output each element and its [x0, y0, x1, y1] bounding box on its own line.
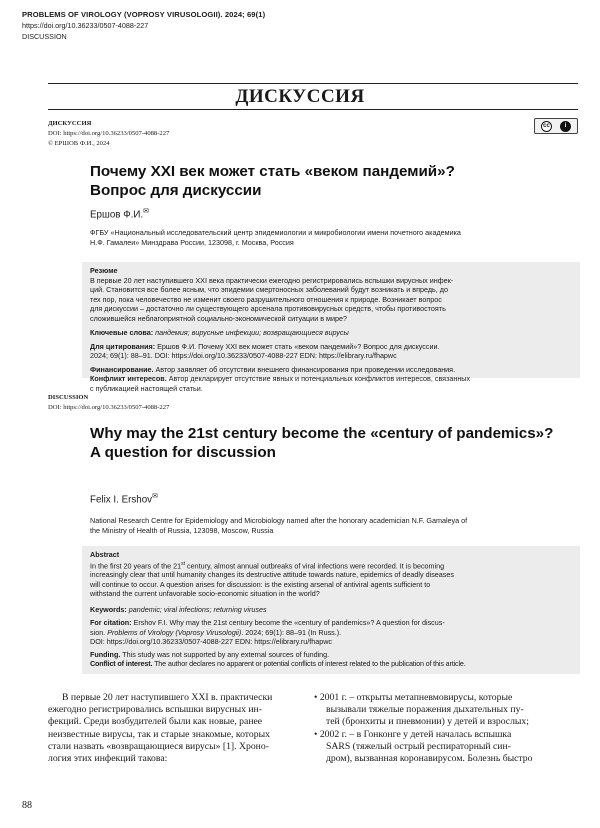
body-line: вызывали тяжелые поражения дыхательных пу- — [326, 704, 524, 716]
en-article-title — [90, 424, 570, 462]
ru-author — [90, 207, 149, 220]
header-section: DISCUSSION — [22, 32, 67, 41]
en-abstract-line: In the first 20 years of the 21st century, almost annual outbreaks of viral infections were recorded. It is becoming — [90, 560, 445, 570]
body-line: SARS (тяжелый острый респираторный син- — [326, 740, 511, 752]
ru-affiliation — [90, 228, 560, 247]
en-affil-line: the Ministry of Health of Russia, 123098, Moscow, Russia — [90, 525, 274, 535]
en-citation-line: DOI: https://doi.org/10.36233/0507-4088-227 EDN: https://elibrary.ru/fhapwc — [90, 637, 332, 647]
body-left-column — [48, 692, 298, 765]
rule-bottom — [48, 109, 578, 110]
body-right-column — [314, 692, 580, 765]
en-author — [90, 492, 158, 505]
en-citation-line: sion. Problems of Virology (Voprosy Virusologii). 2024; 69(1): 88–91 (In Russ.). — [90, 627, 342, 637]
ru-title-line2: Вопрос для дискуссии — [90, 182, 262, 199]
ru-abstract-line: В первые 20 лет наступившего XXI века практически ежегодно регистрировались вспышки вирусных инфек- — [90, 275, 454, 285]
ru-abstract-title: Резюме — [90, 266, 118, 275]
body-line: логия этих инфекций такова: — [48, 753, 168, 765]
ru-abstract-line: тех пор, пока человечество не изменит своего разрушительного отношения к природе. Возникает вопрос — [90, 294, 442, 304]
cc-icon: cc — [541, 121, 552, 132]
ru-doi: DOI: https://doi.org/10.36233/0507-4088-227 — [48, 130, 170, 137]
ru-keywords: Ключевые слова: пандемия; вирусные инфекции; возвращающиеся вирусы — [90, 328, 349, 337]
body-line: • 2001 г. – открыты метапневмовирусы, которые — [314, 692, 513, 703]
body-line: В первые 20 лет наступившего XXI в. практически — [62, 692, 273, 703]
en-citation: For citation: Ershov F.I. Why may the 21st century become the «century of pandemics»? A question for discus- — [90, 618, 445, 628]
en-abstract-line: increasingly clear that until humanity changes its destructive attitude towards nature, epidemics of deadly diseases — [90, 570, 454, 580]
rubric-title: ДИСКУССИЯ — [235, 86, 365, 107]
ru-abstract-line: для дискуссии – достаточно ли существующего арсенала противовирусных средств, чтобы противостоять — [90, 304, 446, 313]
header-doi: https://doi.org/10.36233/0507-4088-227 — [22, 21, 149, 30]
cc-license-badge[interactable] — [534, 118, 578, 134]
ru-title-line1: Почему XXI век может стать «веком пандемий»? — [90, 163, 455, 180]
ru-citation-line: 2024; 69(1): 88–91. DOI: https://doi.org/10.36233/0507-4088-227 EDN: https://elibrary.ru/fhapwc — [90, 351, 397, 360]
en-abstract-title: Abstract — [90, 550, 120, 559]
body-line: ежегодно регистрировались вспышки вирусных ин- — [48, 704, 262, 716]
journal-header: PROBLEMS OF VIROLOGY (VOPROSY VIRUSOLOGII). 2024; 69(1) — [22, 10, 266, 19]
page-number: 88 — [22, 800, 32, 811]
en-title-line1: Why may the 21st century become the «century of pandemics»? — [90, 425, 554, 442]
ru-conflict-line: с публикацией настоящей статьи. — [90, 383, 203, 393]
en-title-line2: A question for discussion — [90, 444, 276, 461]
body-line: тей (бронхиты и пневмонии) у детей и взрослых; — [326, 716, 529, 728]
en-affil-line: National Research Centre for Epidemiology and Microbiology named after the honorary academician N.F. Gamaleya of — [90, 516, 468, 525]
body-line: фекций. Среди возбудителей были как новые, ранее — [48, 716, 263, 728]
rule-top — [48, 83, 578, 84]
en-abstract-line: will continue to occur. A question arises for discussion: is the existing arsenal of antiviral agents sufficient to — [90, 579, 431, 589]
ru-author-name: Ершов Ф.И. — [90, 209, 144, 221]
en-abstract — [90, 550, 565, 669]
en-doi: DOI: https://doi.org/10.36233/0507-4088-227 — [48, 404, 170, 411]
ru-article-title — [90, 162, 570, 200]
ru-affil-line: ФГБУ «Национальный исследовательский центр эпидемиологии и микробиологии имени почетного академика — [90, 228, 461, 237]
by-icon: i — [560, 121, 571, 132]
ru-abstract-line: ций. Становится все более ясным, что эпидемии смертоносных заболеваний будут возникать и впредь, до — [90, 285, 448, 294]
ru-copyright: © ЕРШОВ Ф.И., 2024 — [48, 140, 110, 147]
body-line: неизвестные вирусы, так и старые знакомые, которых — [48, 728, 270, 740]
body-line: дром), вызванная коронавирусом. Болезнь быстро — [326, 753, 533, 765]
en-abstract-line: withstand the current unfavorable socio-economic situation in the world? — [90, 589, 320, 599]
ru-funding: Финансирование. Автор заявляет об отсутствии внешнего финансирования при проведении исследования. — [90, 364, 456, 374]
ru-citation: Для цитирования: Ершов Ф.И. Почему XXI век может стать «веком пандемий»? Вопрос для дискуссии. — [90, 341, 440, 351]
ru-affil-line: Н.Ф. Гамалеи» Минздрава России, 123098, г. Москва, Россия — [90, 237, 294, 247]
en-affiliation — [90, 516, 560, 535]
en-section-label: DISCUSSION — [48, 394, 89, 401]
ru-abstract — [90, 266, 565, 393]
ru-section-label: ДИСКУССИЯ — [48, 120, 92, 127]
en-keywords: Keywords: pandemic; viral infections; returning viruses — [90, 604, 267, 614]
body-line: • 2002 г. – в Гонконге у детей началась вспышка — [314, 728, 512, 740]
ru-author-mail-icon[interactable]: ✉ — [143, 208, 150, 215]
body-line: стали назвать «возвращающиеся вирусы» [1]. Хроно- — [48, 740, 269, 752]
en-conflict: Conflict of interest. The author declares no apparent or potential conflicts of interest related to the publication of this article. — [90, 659, 466, 669]
en-funding: Funding. This study was not supported by any external sources of funding. — [90, 649, 330, 659]
ru-abstract-line: сложившейся неблагоприятной социально-экономической ситуации в мире? — [90, 313, 347, 323]
en-author-mail-icon[interactable]: ✉ — [152, 493, 158, 500]
en-author-name: Felix I. Ershov — [90, 494, 153, 506]
ru-conflict: Конфликт интересов. Автор декларирует отсутствие явных и потенциальных конфликтов интересов, связанных — [90, 374, 471, 383]
